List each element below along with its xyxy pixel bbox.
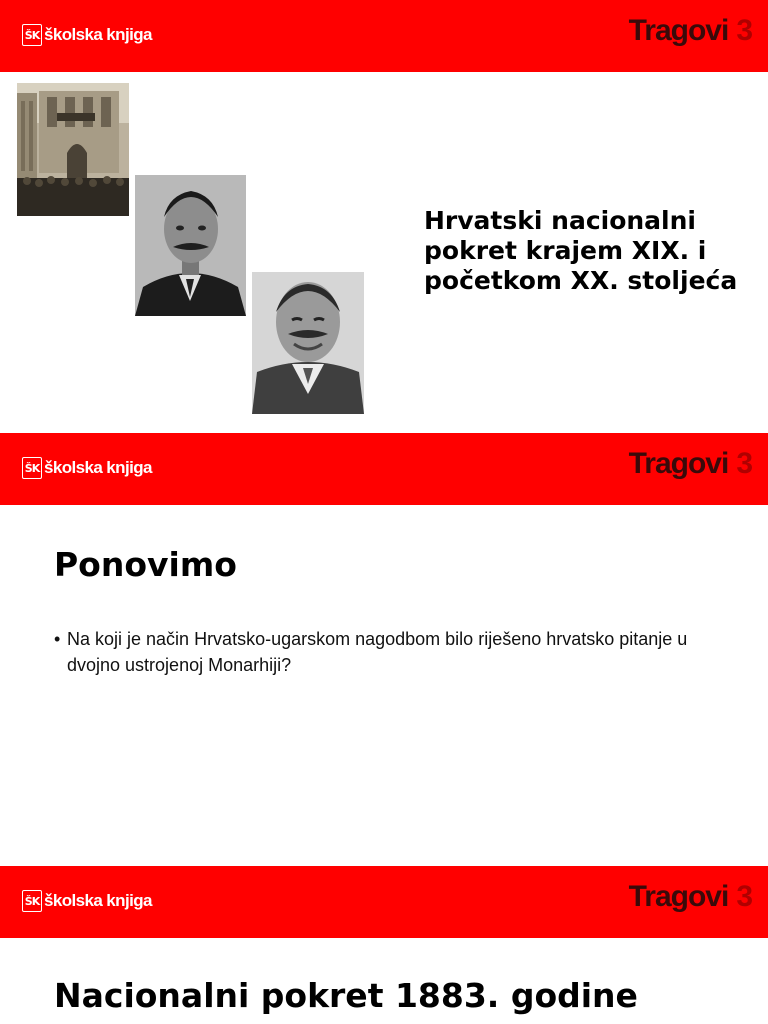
crowd-at-building-photo bbox=[17, 83, 129, 216]
brand-number: 3 bbox=[736, 880, 752, 913]
bullet-item bbox=[54, 626, 734, 678]
header-bar bbox=[0, 0, 768, 72]
slide-1 bbox=[0, 0, 768, 432]
logo-mark-icon: ŠK bbox=[22, 890, 42, 912]
slide-title: Hrvatski nacionalni pokret krajem XIX. i početkom XX. stoljeća bbox=[424, 206, 738, 295]
mustached-man-portrait bbox=[135, 175, 246, 316]
publisher-name: školska knjiga bbox=[44, 891, 152, 910]
bullet-text: Na koji je način Hrvatsko-ugarskom nagodbom bilo riješeno hrvatsko pitanje u dvojno ustrojenoj Monarhiji? bbox=[67, 629, 688, 675]
publisher-name: školska knjiga bbox=[44, 458, 152, 477]
publisher-logo bbox=[22, 890, 152, 912]
brand-logo bbox=[629, 880, 752, 914]
header-bar bbox=[0, 433, 768, 505]
publisher-name: školska knjiga bbox=[44, 25, 152, 44]
brand-number: 3 bbox=[736, 14, 752, 47]
slide-3 bbox=[0, 866, 768, 1024]
bullet-dot-icon: • bbox=[54, 629, 61, 649]
slide-2 bbox=[0, 433, 768, 865]
header-bar bbox=[0, 866, 768, 938]
publisher-logo bbox=[22, 457, 152, 479]
logo-mark-icon: ŠK bbox=[22, 457, 42, 479]
slide-heading: Nacionalni pokret 1883. godine bbox=[54, 976, 638, 1015]
brand-word: Tragovi bbox=[628, 447, 729, 480]
brand-logo bbox=[629, 447, 752, 481]
smiling-man-portrait bbox=[252, 272, 364, 414]
brand-word: Tragovi bbox=[628, 880, 729, 913]
slide-heading: Ponovimo bbox=[54, 545, 237, 584]
brand-number: 3 bbox=[736, 447, 752, 480]
logo-mark-icon: ŠK bbox=[22, 24, 42, 46]
publisher-logo bbox=[22, 24, 152, 46]
brand-word: Tragovi bbox=[628, 14, 729, 47]
brand-logo bbox=[629, 14, 752, 48]
